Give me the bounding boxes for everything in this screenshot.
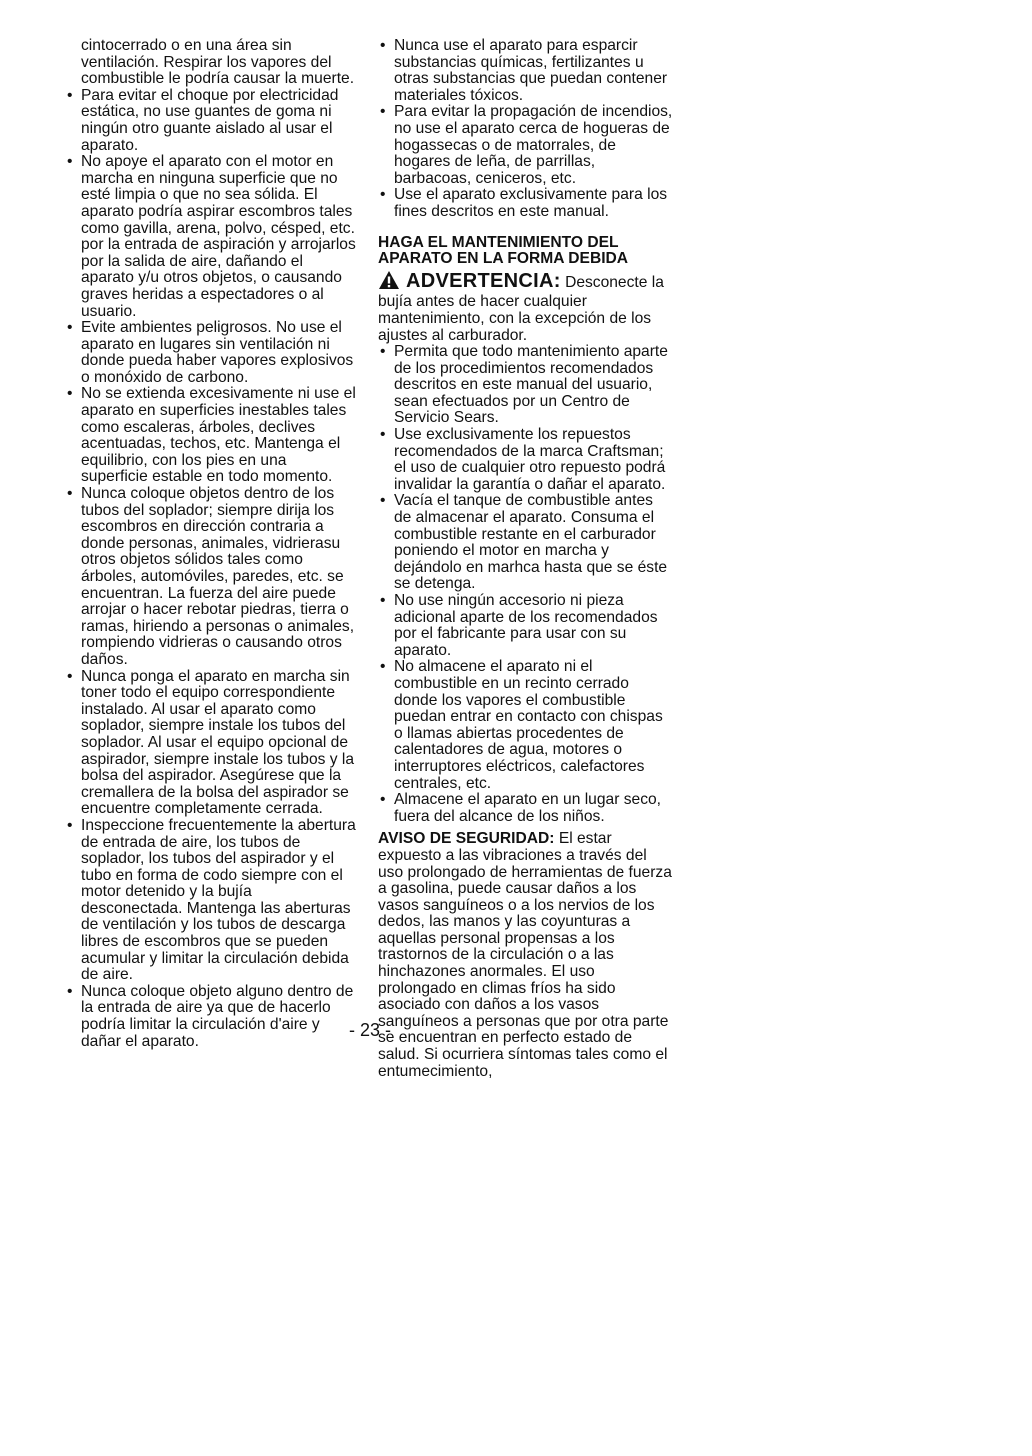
left-column xyxy=(65,38,357,1050)
list-item: • No use ningún accesorio ni pieza adicional aparte de los recomendados por el fabricante para usar con su aparato. xyxy=(378,593,673,659)
safety-notice-title: AVISO DE SEGURIDAD: xyxy=(378,830,555,848)
page-number: - 23 - xyxy=(348,1020,391,1040)
list-item: • Para evitar la propagación de incendios, no use el aparato cerca de hogueras de hogassecas o de matorrales, de hogares de leña, de parrillas, barbacoas, ceniceros, etc. xyxy=(378,104,673,187)
list-item: • Nunca use el aparato para esparcir substancias químicas, fertilizantes u otras substancias que puedan contener materiales tóxicos. xyxy=(378,38,673,104)
list-item: • Vacía el tanque de combustible antes de almacenar el aparato. Consuma el combustible restante en el carburador poniendo el motor en marcha y dejándolo en marhca hasta que se éste se detenga. xyxy=(378,493,673,593)
list-item: • Use exclusivamente los repuestos recomendados de la marca Craftsman; el uso de cualquier otro repuesto podrá invalidar la garantía o dañar el aparato. xyxy=(378,427,673,493)
maintenance-heading: HAGA EL MANTENIMIENTO DEL APARATO EN LA FORMA DEBIDA xyxy=(378,233,629,268)
list-item: • Nunca coloque objetos dentro de los tubos del soplador; siempre dirija los escombros en dirección contraria a donde personas, animales, vidrierasu otros objetos sólidos tales como árboles, automóviles, paredes, etc. se encuentran. La fuerza del aire puede arrojar o hacer rebotar piedras, tierra o ramas, hiriendo a personas o animales, rompiendo vidrieras o causando otros daños. xyxy=(65,486,357,669)
list-item: • No apoye el aparato con el motor en marcha en ninguna superficie que no esté limpia o que no sea sólida. El aparato podría aspirar escombros tales como gavilla, arena, polvo, césped, etc. por la entrada de aspiración y arrojarlos por la salida de aire, dañando el aparato y/u otros objetos, o causando graves heridas a espectadores o al usuario. xyxy=(65,154,357,320)
right-safety-list xyxy=(378,38,673,221)
list-item: • Evite ambientes peligrosos. No use el aparato en lugares sin ventilación ni donde pueda haber vapores explosivos o monóxido de carbono. xyxy=(65,320,357,386)
list-item: • Use el aparato exclusivamente para los fines descritos en este manual. xyxy=(378,187,673,220)
list-item: • Almacene el aparato en un lugar seco, fuera del alcance de los niños. xyxy=(378,792,673,825)
continued-paragraph: cintocerrado o en una área sin ventilación. Respirar los vapores del combustible le podría causar la muerte. xyxy=(81,37,355,88)
right-column xyxy=(378,38,673,1080)
list-item: • Nunca ponga el aparato en marcha sin toner todo el equipo correspondiente instalado. Al usar el aparato como soplador, siempre instale los tubos del soplador. Al usar el equipo opcional de aspirador, siempre instale los tubos y la bolsa del aspirador. Asegúrese que la cremallera de la bolsa del aspirador se encuentre completamente cerrada. xyxy=(65,669,357,818)
safety-notice-text: El estar expuesto a las vibraciones a través del uso prolongado de herramientas de fuerza a gasolina, puede causar daños a los vasos sanguíneos o a los nervios de los dedos, las manos y las coyunturas a aquellas personal propensas a los trastornos de la circulación o a las hinchazones anormales. El uso prolongado en climas fríos ha sido asociado con daños a los vasos sanguíneos a personas que por otra parte se encuentran en perfecto estado de salud. Si ocurriera síntomas tales como el entumecimiento, xyxy=(378,830,672,1080)
list-item: • Inspeccione frecuentemente la abertura de entrada de aire, los tubos de soplador, los tubos del aspirador y el tubo en forma de codo siempre con el motor detenido y la bujía desconectada. Mantenga las aberturas de ventilación y los tubos de descarga libres de escombros que se pueden acumular y limitar la circulación debida de aire. xyxy=(65,818,357,984)
list-item: • Nunca coloque objeto alguno dentro de la entrada de aire ya que de hacerlo podría limitar la circulación d'aire y dañar el aparato. xyxy=(65,984,357,1050)
left-safety-list xyxy=(65,88,357,1050)
list-item: • Permita que todo mantenimiento aparte de los procedimientos recomendados descritos en este manual del usuario, sean efectuados por un Centro de Servicio Sears. xyxy=(378,344,673,427)
maintenance-list xyxy=(378,344,673,825)
list-item: • Para evitar el choque por electricidad estática, no use guantes de goma ni ningún otro guante aislado al usar el aparato. xyxy=(65,88,357,154)
warning-paragraph xyxy=(378,270,673,344)
warning-triangle-icon xyxy=(378,270,400,295)
list-item: • No se extienda excesivamente ni use el aparato en superficies inestables tales como escaleras, árboles, declives acentuadas, techos, etc. Mantenga el equilibrio, con los pies en una superficie estable en todo momento. xyxy=(65,386,357,486)
safety-notice-paragraph xyxy=(378,831,673,1080)
warning-title: ADVERTENCIA: xyxy=(406,269,561,292)
list-item: • No almacene el aparato ni el combustible en un recinto cerrado donde los vapores el combustible puedan entrar en contacto con chispas o llamas abiertas procedentes de calentadores de agua, motores o interruptores eléctricos, calefactores centrales, etc. xyxy=(378,659,673,792)
warning-text: Desconecte la bujía antes de hacer cualquier mantenimiento, con la excepción de los ajustes al carburador. xyxy=(378,273,664,344)
